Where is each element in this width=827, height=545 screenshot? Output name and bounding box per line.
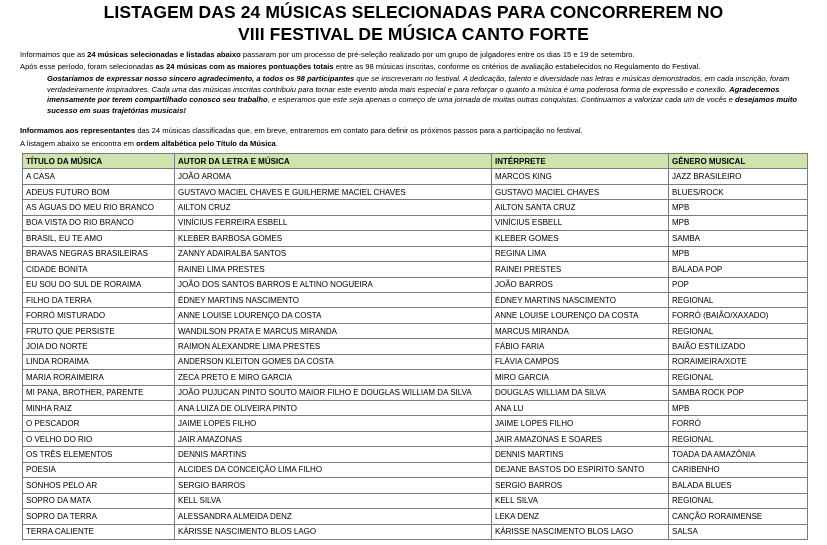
thanks-paragraph — [47, 74, 807, 116]
cell-genre: REGIONAL — [669, 370, 808, 385]
cell-author: RAINEI LIMA PRESTES — [175, 262, 492, 277]
cell-author: ALCIDES DA CONCEIÇÃO LIMA FILHO — [175, 462, 492, 477]
cell-genre: FORRÓ — [669, 416, 808, 431]
table-row — [23, 509, 808, 524]
text-run: Informamos que as — [20, 50, 88, 59]
cell-author: KÁRISSE NASCIMENTO BLOS LAGO — [175, 524, 492, 539]
cell-genre: FORRÓ (BAIÃO/XAXADO) — [669, 308, 808, 323]
cell-author: DENNIS MARTINS — [175, 447, 492, 462]
table-row — [23, 262, 808, 277]
table-body — [23, 169, 808, 540]
table-row — [23, 462, 808, 477]
page-title-line-2: VIII FESTIVAL DE MÚSICA CANTO FORTE — [238, 24, 589, 44]
cell-performer: ÉDNEY MARTINS NASCIMENTO — [492, 292, 669, 307]
cell-title: MINHA RAIZ — [23, 401, 175, 416]
bold-text-run: 24 músicas selecionadas e listadas abaixo — [87, 50, 241, 59]
cell-author: KELL SILVA — [175, 493, 492, 508]
cell-performer: KELL SILVA — [492, 493, 669, 508]
cell-author: JAIME LOPES FILHO — [175, 416, 492, 431]
table-header-row — [23, 154, 808, 169]
cell-performer: JAIME LOPES FILHO — [492, 416, 669, 431]
cell-title: O PESCADOR — [23, 416, 175, 431]
cell-performer: DOUGLAS WILLIAM DA SILVA — [492, 385, 669, 400]
table-row — [23, 385, 808, 400]
cell-title: AS ÁGUAS DO MEU RIO BRANCO — [23, 200, 175, 215]
cell-title: O VELHO DO RIO — [23, 431, 175, 446]
cell-performer: VINÍCIUS ESBELL — [492, 215, 669, 230]
cell-author: AILTON CRUZ — [175, 200, 492, 215]
bold-text-run: ordem alfabética pelo Título da Música — [136, 139, 276, 148]
cell-author: GUSTAVO MACIEL CHAVES E GUILHERME MACIEL CHAVES — [175, 184, 492, 199]
cell-genre: TOADA DA AMAZÔNIA — [669, 447, 808, 462]
cell-title: CIDADE BONITA — [23, 262, 175, 277]
cell-author: KLEBER BARBOSA GOMES — [175, 231, 492, 246]
cell-performer: JOÃO BARROS — [492, 277, 669, 292]
cell-performer: JAIR AMAZONAS E SOARES — [492, 431, 669, 446]
cell-performer: FLÁVIA CAMPOS — [492, 354, 669, 369]
table-row — [23, 354, 808, 369]
cell-genre: RORAIMEIRA/XOTE — [669, 354, 808, 369]
column-header-author: AUTOR DA LETRA E MÚSICA — [175, 154, 492, 169]
cell-genre: BAIÃO ESTILIZADO — [669, 339, 808, 354]
cell-genre: BALADA POP — [669, 262, 808, 277]
cell-author: RAIMON ALEXANDRE LIMA PRESTES — [175, 339, 492, 354]
table-row — [23, 401, 808, 416]
table-row — [23, 169, 808, 184]
cell-title: MARIA RORAIMEIRA — [23, 370, 175, 385]
cell-genre: MPB — [669, 215, 808, 230]
cell-genre: BALADA BLUES — [669, 478, 808, 493]
cell-author: ANNE LOUISE LOURENÇO DA COSTA — [175, 308, 492, 323]
column-header-performer: INTÉRPRETE — [492, 154, 669, 169]
cell-title: TERRA CALIENTE — [23, 524, 175, 539]
table-row — [23, 308, 808, 323]
cell-genre: MPB — [669, 401, 808, 416]
music-table — [22, 153, 808, 540]
text-run: . — [275, 139, 278, 148]
intro-paragraph-1 — [20, 50, 635, 60]
cell-performer: MIRO GARCIA — [492, 370, 669, 385]
page-title-line-1: LISTAGEM DAS 24 MÚSICAS SELECIONADAS PARA CONCORREREM NO — [103, 2, 724, 22]
table-row — [23, 431, 808, 446]
cell-title: FILHO DA TERRA — [23, 292, 175, 307]
intro-paragraph-3 — [20, 126, 583, 136]
cell-genre: SALSA — [669, 524, 808, 539]
cell-genre: BLUES/ROCK — [669, 184, 808, 199]
cell-author: ANA LUIZA DE OLIVEIRA PINTO — [175, 401, 492, 416]
cell-author: JAIR AMAZONAS — [175, 431, 492, 446]
cell-performer: RAINEI PRESTES — [492, 262, 669, 277]
cell-author: ZECA PRETO E MIRO GARCIA — [175, 370, 492, 385]
text-run: passaram por um processo de pré-seleção realizado por um grupo de julgadores entre os dias 15 e 19 de setembro. — [240, 50, 635, 59]
table-row — [23, 323, 808, 338]
cell-author: ANDERSON KLEITON GOMES DA COSTA — [175, 354, 492, 369]
intro-paragraph-4 — [20, 139, 278, 149]
cell-genre: REGIONAL — [669, 493, 808, 508]
cell-author: SERGIO BARROS — [175, 478, 492, 493]
table-row — [23, 339, 808, 354]
cell-title: OS TRÊS ELEMENTOS — [23, 447, 175, 462]
cell-title: BRASIL, EU TE AMO — [23, 231, 175, 246]
bold-text-run: Agradecemos imensamente por terem compartilhado conosco seu trabalho — [47, 84, 780, 104]
table-row — [23, 370, 808, 385]
text-run: Após esse período, foram selecionadas — [20, 62, 156, 71]
cell-title: ADEUS FUTURO BOM — [23, 184, 175, 199]
cell-title: JOIA DO NORTE — [23, 339, 175, 354]
cell-genre: MPB — [669, 200, 808, 215]
cell-performer: SERGIO BARROS — [492, 478, 669, 493]
cell-performer: MARCOS KING — [492, 169, 669, 184]
cell-title: SONHOS PELO AR — [23, 478, 175, 493]
cell-title: EU SOU DO SUL DE RORAIMA — [23, 277, 175, 292]
bold-text-run: as 24 músicas com as maiores pontuações totais — [155, 62, 334, 71]
cell-title: FRUTO QUE PERSISTE — [23, 323, 175, 338]
cell-title: A CASA — [23, 169, 175, 184]
cell-genre: REGIONAL — [669, 292, 808, 307]
table-row — [23, 447, 808, 462]
cell-genre: CANÇÃO RORAIMENSE — [669, 509, 808, 524]
intro-paragraph-2 — [20, 62, 700, 72]
cell-author: WANDILSON PRATA E MARCUS MIRANDA — [175, 323, 492, 338]
cell-performer: ANA LU — [492, 401, 669, 416]
bold-text-run: Gostaríamos de expressar nosso sincero agradecimento, a todos os 98 participantes — [47, 74, 355, 83]
table-row — [23, 231, 808, 246]
table-row — [23, 200, 808, 215]
cell-performer: AILTON SANTA CRUZ — [492, 200, 669, 215]
cell-performer: ANNE LOUISE LOURENÇO DA COSTA — [492, 308, 669, 323]
cell-title: SOPRO DA TERRA — [23, 509, 175, 524]
table-row — [23, 478, 808, 493]
table-row — [23, 184, 808, 199]
cell-performer: LEKA DENZ — [492, 509, 669, 524]
cell-author: JOÃO PUJUCAN PINTO SOUTO MAIOR FILHO E DOUGLAS WILLIAM DA SILVA — [175, 385, 492, 400]
text-run: que se inscreveram no festival. A dedicação, talento e diversidade nas letras e músicas demonstrados, em cada inscrição, foram verdadeiramente inspiradores. Cada uma das músicas inscritas contribuiu para tornar este evento ainda mais especial e para reforçar o quanto a música é uma poderosa forma de expressão e conexão. — [47, 74, 790, 94]
table-row — [23, 524, 808, 539]
cell-performer: KÁRISSE NASCIMENTO BLOS LAGO — [492, 524, 669, 539]
cell-author: ZANNY ADAIRALBA SANTOS — [175, 246, 492, 261]
cell-title: LINDA RORAIMA — [23, 354, 175, 369]
bold-text-run: Informamos aos representantes — [20, 126, 136, 135]
cell-title: BOA VISTA DO RIO BRANCO — [23, 215, 175, 230]
text-run: das 24 músicas classificadas que, em breve, entraremos em contato para definir os próximos passos para a participação no festival. — [135, 126, 583, 135]
table-row — [23, 246, 808, 261]
table-row — [23, 416, 808, 431]
column-header-title: TÍTULO DA MÚSICA — [23, 154, 175, 169]
bold-text-run: desejamos muito sucesso em suas trajetórias musicais! — [47, 95, 798, 115]
cell-genre: MPB — [669, 246, 808, 261]
cell-genre: CARIBENHO — [669, 462, 808, 477]
text-run: entre as 98 músicas inscritas, conforme os critérios de avaliação estabelecidos no Regulamento do Festival. — [333, 62, 701, 71]
cell-performer: REGINA LIMA — [492, 246, 669, 261]
cell-author: ALESSANDRA ALMEIDA DENZ — [175, 509, 492, 524]
cell-title: FORRÓ MISTURADO — [23, 308, 175, 323]
cell-genre: POP — [669, 277, 808, 292]
cell-genre: REGIONAL — [669, 323, 808, 338]
table-row — [23, 292, 808, 307]
cell-performer: KLEBER GOMES — [492, 231, 669, 246]
text-run: , e esperamos que este seja apenas o começo de uma jornada de muitas outras conquistas. Continuamos a valorizar cada um de vocês e — [267, 95, 735, 104]
cell-title: POESIA — [23, 462, 175, 477]
cell-genre: JAZZ BRASILEIRO — [669, 169, 808, 184]
table-row — [23, 277, 808, 292]
cell-genre: REGIONAL — [669, 431, 808, 446]
cell-genre: SAMBA — [669, 231, 808, 246]
cell-title: BRAVAS NEGRAS BRASILEIRAS — [23, 246, 175, 261]
cell-author: VINÍCIUS FERREIRA ESBELL — [175, 215, 492, 230]
table-row — [23, 215, 808, 230]
cell-performer: MARCUS MIRANDA — [492, 323, 669, 338]
cell-performer: DEJANE BASTOS DO ESPIRITO SANTO — [492, 462, 669, 477]
cell-genre: SAMBA ROCK POP — [669, 385, 808, 400]
cell-author: JOÃO AROMA — [175, 169, 492, 184]
cell-performer: DENNIS MARTINS — [492, 447, 669, 462]
cell-title: SOPRO DA MATA — [23, 493, 175, 508]
cell-author: ÉDNEY MARTINS NASCIMENTO — [175, 292, 492, 307]
cell-performer: FÁBIO FARIA — [492, 339, 669, 354]
cell-title: MI PANA, BROTHER, PARENTE — [23, 385, 175, 400]
cell-performer: GUSTAVO MACIEL CHAVES — [492, 184, 669, 199]
cell-author: JOÃO DOS SANTOS BARROS E ALTINO NOGUEIRA — [175, 277, 492, 292]
column-header-genre: GÊNERO MUSICAL — [669, 154, 808, 169]
table-row — [23, 493, 808, 508]
text-run: A listagem abaixo se encontra em — [20, 139, 137, 148]
